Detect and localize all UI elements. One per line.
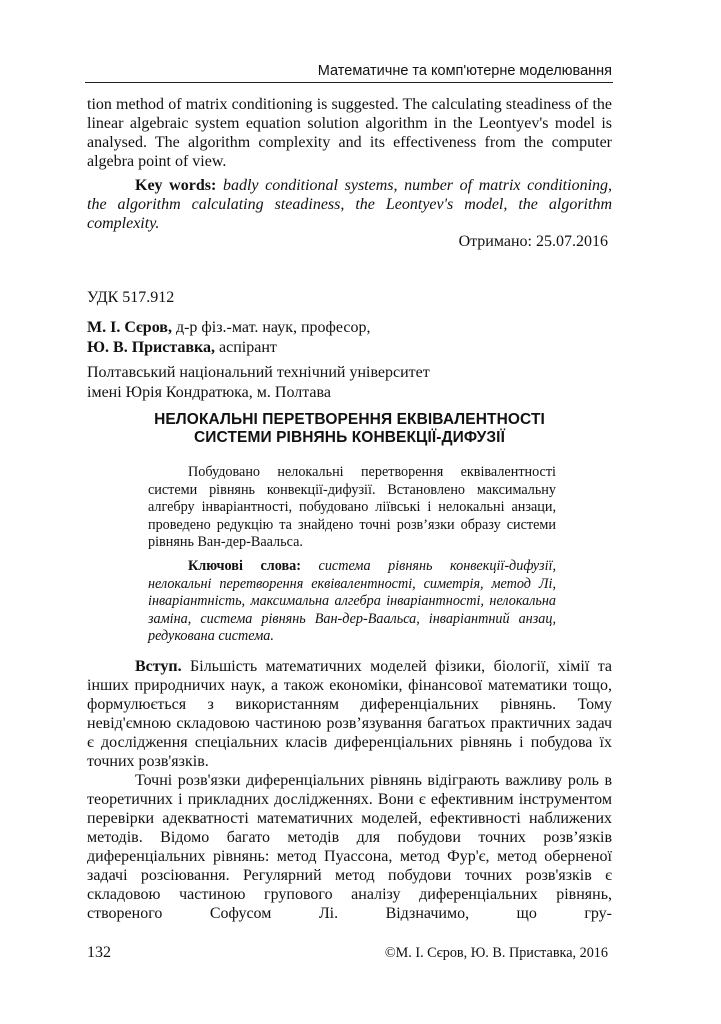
intro-paragraph-1 <box>87 657 612 771</box>
author-2 <box>87 338 371 358</box>
keywords-label: Key words: <box>135 177 217 194</box>
received-date: Отримано: 25.07.2016 <box>458 233 608 250</box>
previous-abstract-en <box>87 95 612 171</box>
introduction-section <box>87 657 612 923</box>
affiliation <box>87 363 430 403</box>
intro-paragraph-1-text: Більшість математичних моделей фізики, біології, хімії та інших природничих наук, а також економіки, фінансової математики тощо, формулюється з використанням диференціальних рівнянь. Тому невід'ємною складовою частиною розв’язування багатьох практичних задач є дослідження спеціальних класів диференціальних рівнянь і побудова їх точних розв'язків. <box>87 658 612 770</box>
intro-heading: Вступ. <box>135 658 182 675</box>
affiliation-line: Полтавський національний технічний університет <box>87 364 430 381</box>
author-name: М. І. Сєров, <box>87 319 172 336</box>
header-rule <box>85 82 613 83</box>
page-number: 132 <box>87 944 111 961</box>
author-1 <box>87 318 371 338</box>
author-list <box>87 318 371 358</box>
article-abstract <box>148 464 556 552</box>
running-head: Математичне та комп'ютерне моделювання <box>317 63 612 79</box>
abstract-text: Побудовано нелокальні перетворення еквівалентності системи рівнянь конвекції-дифузії. Встановлено максимальну алгебру інваріантності, побудовано ліївські і нелокальні анзаци, проведено редукцію та знайдено точні розв’язки образу системи рівнянь Ван-дер-Ваальса. <box>148 464 556 551</box>
author-name: Ю. В. Приставка, <box>87 339 216 356</box>
previous-abstract-text: tion method of matrix conditioning is suggested. The calculating steadiness of the linear algebraic system equation solution algorithm in the Leontyev's model is analysed. The algorithm complexity and its effectiveness from the computer algebra point of view. <box>87 96 612 170</box>
author-role: д-р фіз.-мат. наук, професор, <box>171 319 371 336</box>
keywords-text: система рівнянь конвекції-дифузії, нелокальні перетворення еквівалентності, симетрія, метод Лі, інваріантність, максимальна алгебра інваріантності, нелокальна заміна, система рівнянь Ван-дер-Ваальса, інваріантний анзац, редукована система. <box>148 558 556 645</box>
previous-keywords <box>87 176 612 233</box>
udk-code: УДК 517.912 <box>87 289 175 306</box>
keywords-label: Ключові слова: <box>188 558 301 574</box>
article-title <box>87 411 612 447</box>
intro-paragraph-2: Точні розв'язки диференціальних рівнянь відіграють важливу роль в теоретичних і прикладних дослідженнях. Вони є ефективним інструментом перевірки адекватності математичних моделей, ефективності наближених методів. Відомо багато методів для побудови точних розв’язків диференціальних рівнянь: метод Пуассона, метод Фур'є, метод оберненої задачі розсіювання. Регулярний метод побудови точних розв'язків є складовою частиною групового аналізу диференціальних рівнянь, створеного Софусом Лі. Відзначимо, що гру- <box>87 772 612 922</box>
article-keywords <box>148 558 556 646</box>
author-role: аспірант <box>215 339 277 356</box>
affiliation-line: імені Юрія Кондратюка, м. Полтава <box>87 384 331 401</box>
keywords-text: badly conditional systems, number of matrix conditioning, the algorithm calculating steadiness, the Leontyev's model, the algorithm complexity. <box>87 177 613 232</box>
title-line: СИСТЕМИ РІВНЯНЬ КОНВЕКЦІЇ-ДИФУЗІЇ <box>194 429 505 446</box>
copyright-notice: ©М. І. Сєров, Ю. В. Приставка, 2016 <box>384 945 608 961</box>
title-line: НЕЛОКАЛЬНІ ПЕРЕТВОРЕННЯ ЕКВІВАЛЕНТНОСТІ <box>154 411 545 428</box>
